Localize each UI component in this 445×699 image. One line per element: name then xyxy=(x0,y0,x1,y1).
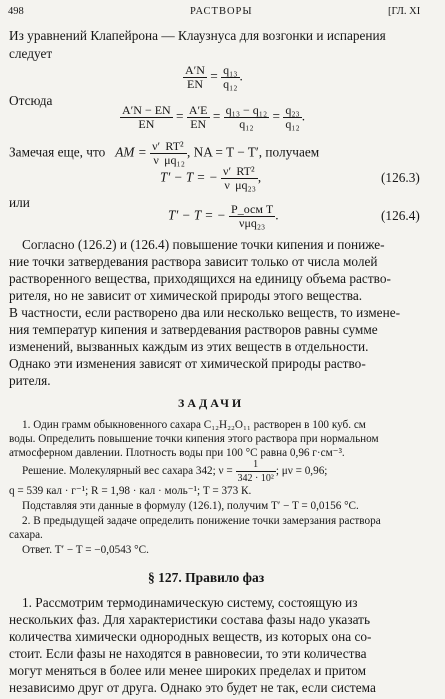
text-line: Ответ. T′ − T = −0,0543 °С. xyxy=(22,544,149,556)
text: Замечая еще, что xyxy=(9,144,106,160)
denominator: ν xyxy=(153,153,159,167)
equation-126-4 xyxy=(168,203,279,230)
text-line: рителя, но не зависит от химической природы этого вещества. xyxy=(9,288,363,303)
chapter-label: [ГЛ. XI xyxy=(388,6,421,17)
math: T′ − T = − xyxy=(160,169,218,185)
text-line: ния температур кипения и затвердевания растворов равны сумме xyxy=(9,322,378,337)
page-number: 498 xyxy=(8,6,24,17)
equation-am xyxy=(9,140,319,167)
denominator: 342 · 10² xyxy=(237,473,274,484)
text-line: 2. В предыдущей задаче определить понижение точки замерзания раствора xyxy=(22,515,381,527)
denominator: μq₂₃ xyxy=(235,178,256,192)
punct: . xyxy=(275,207,279,223)
fraction xyxy=(283,104,301,131)
numerator: q₁₃ xyxy=(223,63,238,77)
equation-number: (126.3) xyxy=(381,170,420,185)
equation-126-3 xyxy=(160,165,261,192)
punct: . xyxy=(239,68,243,84)
denominator: μq₁₂ xyxy=(164,153,185,167)
text: Решение. Молекулярный вес сахара 342; ν = xyxy=(22,465,233,478)
text-line: нескольких фаз. Для характеристики состава фазы надо указать xyxy=(9,612,371,627)
problems-heading: ЗАДАЧИ xyxy=(178,396,245,410)
numerator: q₁₃ − q₁₂ xyxy=(225,103,268,117)
fraction xyxy=(187,104,210,131)
text-line: независимо друг от друга. Однако это будет не так, если система xyxy=(9,680,376,695)
fraction xyxy=(233,165,258,192)
fraction xyxy=(221,165,233,192)
text-line: Из уравнений Клапейрона — Клаузнуса для возгонки и испарения xyxy=(9,28,386,43)
equation-number: (126.4) xyxy=(381,208,420,223)
text-line: Отсюда xyxy=(9,93,53,108)
punct: , xyxy=(257,169,262,185)
numerator: A′N − EN xyxy=(122,103,171,117)
section-title: § 127. Правило фаз xyxy=(148,570,265,585)
text-line: количества химически однородных веществ, из которых она со- xyxy=(9,629,372,644)
text-line: воды. Определить повышение точки кипения этого раствора при нормальном xyxy=(9,433,379,445)
text-line: сахара. xyxy=(9,529,43,541)
fraction xyxy=(229,203,275,230)
text-line: Согласно (126.2) и (126.4) повышение точки кипения и пониже- xyxy=(22,237,385,252)
numerator: ν′ xyxy=(223,164,232,178)
text-line: атмосферном давлении. Плотность воды при 100 °С равна 0,96 г·см⁻³. xyxy=(9,447,345,459)
numerator: RT² xyxy=(233,165,258,179)
numerator: P_осм T xyxy=(231,202,274,216)
text-line: В частности, если растворено два или несколько веществ, то измене- xyxy=(9,305,401,320)
math: T′ − T = − xyxy=(168,207,226,223)
denominator: q₁₂ xyxy=(223,77,238,91)
numerator: RT² xyxy=(162,140,187,154)
denominator: νμq₂₃ xyxy=(239,216,266,230)
text-line: растворенного вещества, приходящихся на единицу объема раство- xyxy=(9,271,391,286)
text: ; μν = 0,96; xyxy=(275,465,328,478)
numerator: A′N xyxy=(185,63,205,77)
math: AM = xyxy=(115,144,147,160)
fraction xyxy=(120,104,173,131)
fraction xyxy=(221,64,239,91)
text-line: рителя. xyxy=(9,373,51,388)
denominator: EN xyxy=(190,117,207,131)
equation-chain: $\frac{A'N - EN}{EN}$ = $\frac{A'E}{EN}$ = $\frac{\text{q₁₃ − q₁₂}}{\text{q₁₂}}$ = $\frac{\text{q₂₃}}{\text{q₁₂}}$ . xyxy=(122,103,306,131)
text-line: 1. Один грамм обыкновенного сахара C₁₂H₂₂O₁₁ растворен в 100 куб. см xyxy=(22,419,366,431)
denominator: EN xyxy=(186,77,203,91)
denominator: q₁₂ xyxy=(239,117,254,131)
numerator: 1 xyxy=(236,458,276,472)
denominator: EN xyxy=(138,117,155,131)
text-line: изменений, вызванных каждым из этих веществ в отдельности. xyxy=(9,339,369,354)
equation-ratio xyxy=(183,64,243,91)
text-line: ние точки затвердевания раствора зависит только от числа молей xyxy=(9,254,378,269)
numerator: A′E xyxy=(188,103,208,117)
running-title: РАСТВОРЫ xyxy=(190,6,253,17)
fraction xyxy=(162,140,187,167)
text-line: могут меняться в более или менее широких пределах и притом xyxy=(9,663,367,678)
numerator: ν′ xyxy=(152,139,161,153)
text-line: q = 539 кал · г⁻¹; R = 1,98 · кал · моль⁻¹; T = 373 К. xyxy=(9,485,252,497)
equals-sign: = xyxy=(210,68,218,84)
fraction xyxy=(183,64,207,91)
text-line: или xyxy=(9,195,30,210)
denominator: q₁₂ xyxy=(285,117,300,131)
text-line: 1. Рассмотрим термодинамическую систему, состоящую из xyxy=(22,595,358,610)
solution-line xyxy=(22,458,327,485)
fraction xyxy=(236,458,276,485)
fraction xyxy=(150,140,162,167)
text-line: стоит. Если фазы не находятся в равновесии, то эти количества xyxy=(9,646,367,661)
text-line: Однако эти изменения зависят от химической природы раство- xyxy=(9,356,366,371)
text: , NA = T − T′, получаем xyxy=(186,144,320,160)
text-line: Подставляя эти данные в формулу (126.1), получим T′ − T = 0,0156 °С. xyxy=(22,500,359,512)
numerator: q₂₃ xyxy=(285,103,300,117)
fraction xyxy=(224,104,270,131)
text-line: следует xyxy=(9,46,53,61)
denominator: ν xyxy=(224,178,230,192)
